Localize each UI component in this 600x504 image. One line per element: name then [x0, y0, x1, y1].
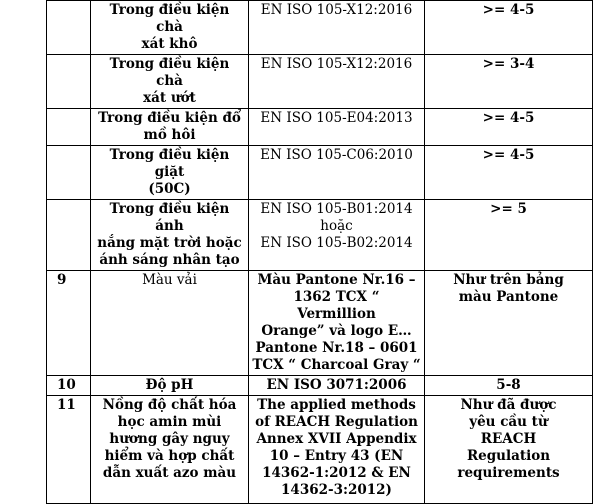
row-number — [47, 1, 91, 55]
test-method: EN ISO 105-B01:2014 hoặc EN ISO 105-B02:2014 — [249, 200, 425, 271]
requirement: >= 5 — [425, 200, 593, 271]
requirement: >= 3-4 — [425, 55, 593, 109]
requirement: Như đã được yêu cầu từ REACH Regulation requirements — [425, 396, 593, 504]
row-number — [47, 200, 91, 271]
row-number — [47, 55, 91, 109]
test-method: Màu Pantone Nr.16 – 1362 TCX “ Vermillion Orange” và logo E… Pantone Nr.18 – 0601 TCX “ Charcoal Gray “ — [249, 271, 425, 376]
test-method: The applied methods of REACH Regulation Annex XVII Appendix 10 – Entry 43 (EN 14362-1:2012 & EN 14362-3:2012) — [249, 396, 425, 504]
test-item: Màu vải — [91, 271, 249, 376]
row-number: 9 — [47, 271, 91, 376]
test-item: Trong điều kiện ánh nắng mặt trời hoặc ánh sáng nhân tạo — [91, 200, 249, 271]
test-method: EN ISO 105-E04:2013 — [249, 109, 425, 146]
table-row — [47, 376, 593, 396]
test-item: Trong điều kiện giặt (50C) — [91, 146, 249, 200]
table-row — [47, 200, 593, 271]
requirement: >= 4-5 — [425, 146, 593, 200]
table-row — [47, 55, 593, 109]
row-number: 10 — [47, 376, 91, 396]
requirement: Như trên bảng màu Pantone — [425, 271, 593, 376]
test-item: Trong điều kiện đổ mồ hôi — [91, 109, 249, 146]
test-method: EN ISO 105-X12:2016 — [249, 1, 425, 55]
row-number — [47, 146, 91, 200]
requirement: 5-8 — [425, 376, 593, 396]
table-row — [47, 396, 593, 504]
requirement: >= 4-5 — [425, 109, 593, 146]
test-method: EN ISO 3071:2006 — [249, 376, 425, 396]
test-item: Trong điều kiện chà xát ướt — [91, 55, 249, 109]
test-method: EN ISO 105-C06:2010 — [249, 146, 425, 200]
table-row — [47, 109, 593, 146]
row-number — [47, 109, 91, 146]
table-row — [47, 1, 593, 55]
table-row — [47, 146, 593, 200]
test-item: Nồng độ chất hóa học amin mùi hương gây nguy hiểm và hợp chất dẫn xuất azo màu — [91, 396, 249, 504]
requirement: >= 4-5 — [425, 1, 593, 55]
specification-table — [46, 0, 593, 504]
row-number: 11 — [47, 396, 91, 504]
test-method: EN ISO 105-X12:2016 — [249, 55, 425, 109]
test-item: Độ pH — [91, 376, 249, 396]
test-item: Trong điều kiện chà xát khô — [91, 1, 249, 55]
table-row — [47, 271, 593, 376]
